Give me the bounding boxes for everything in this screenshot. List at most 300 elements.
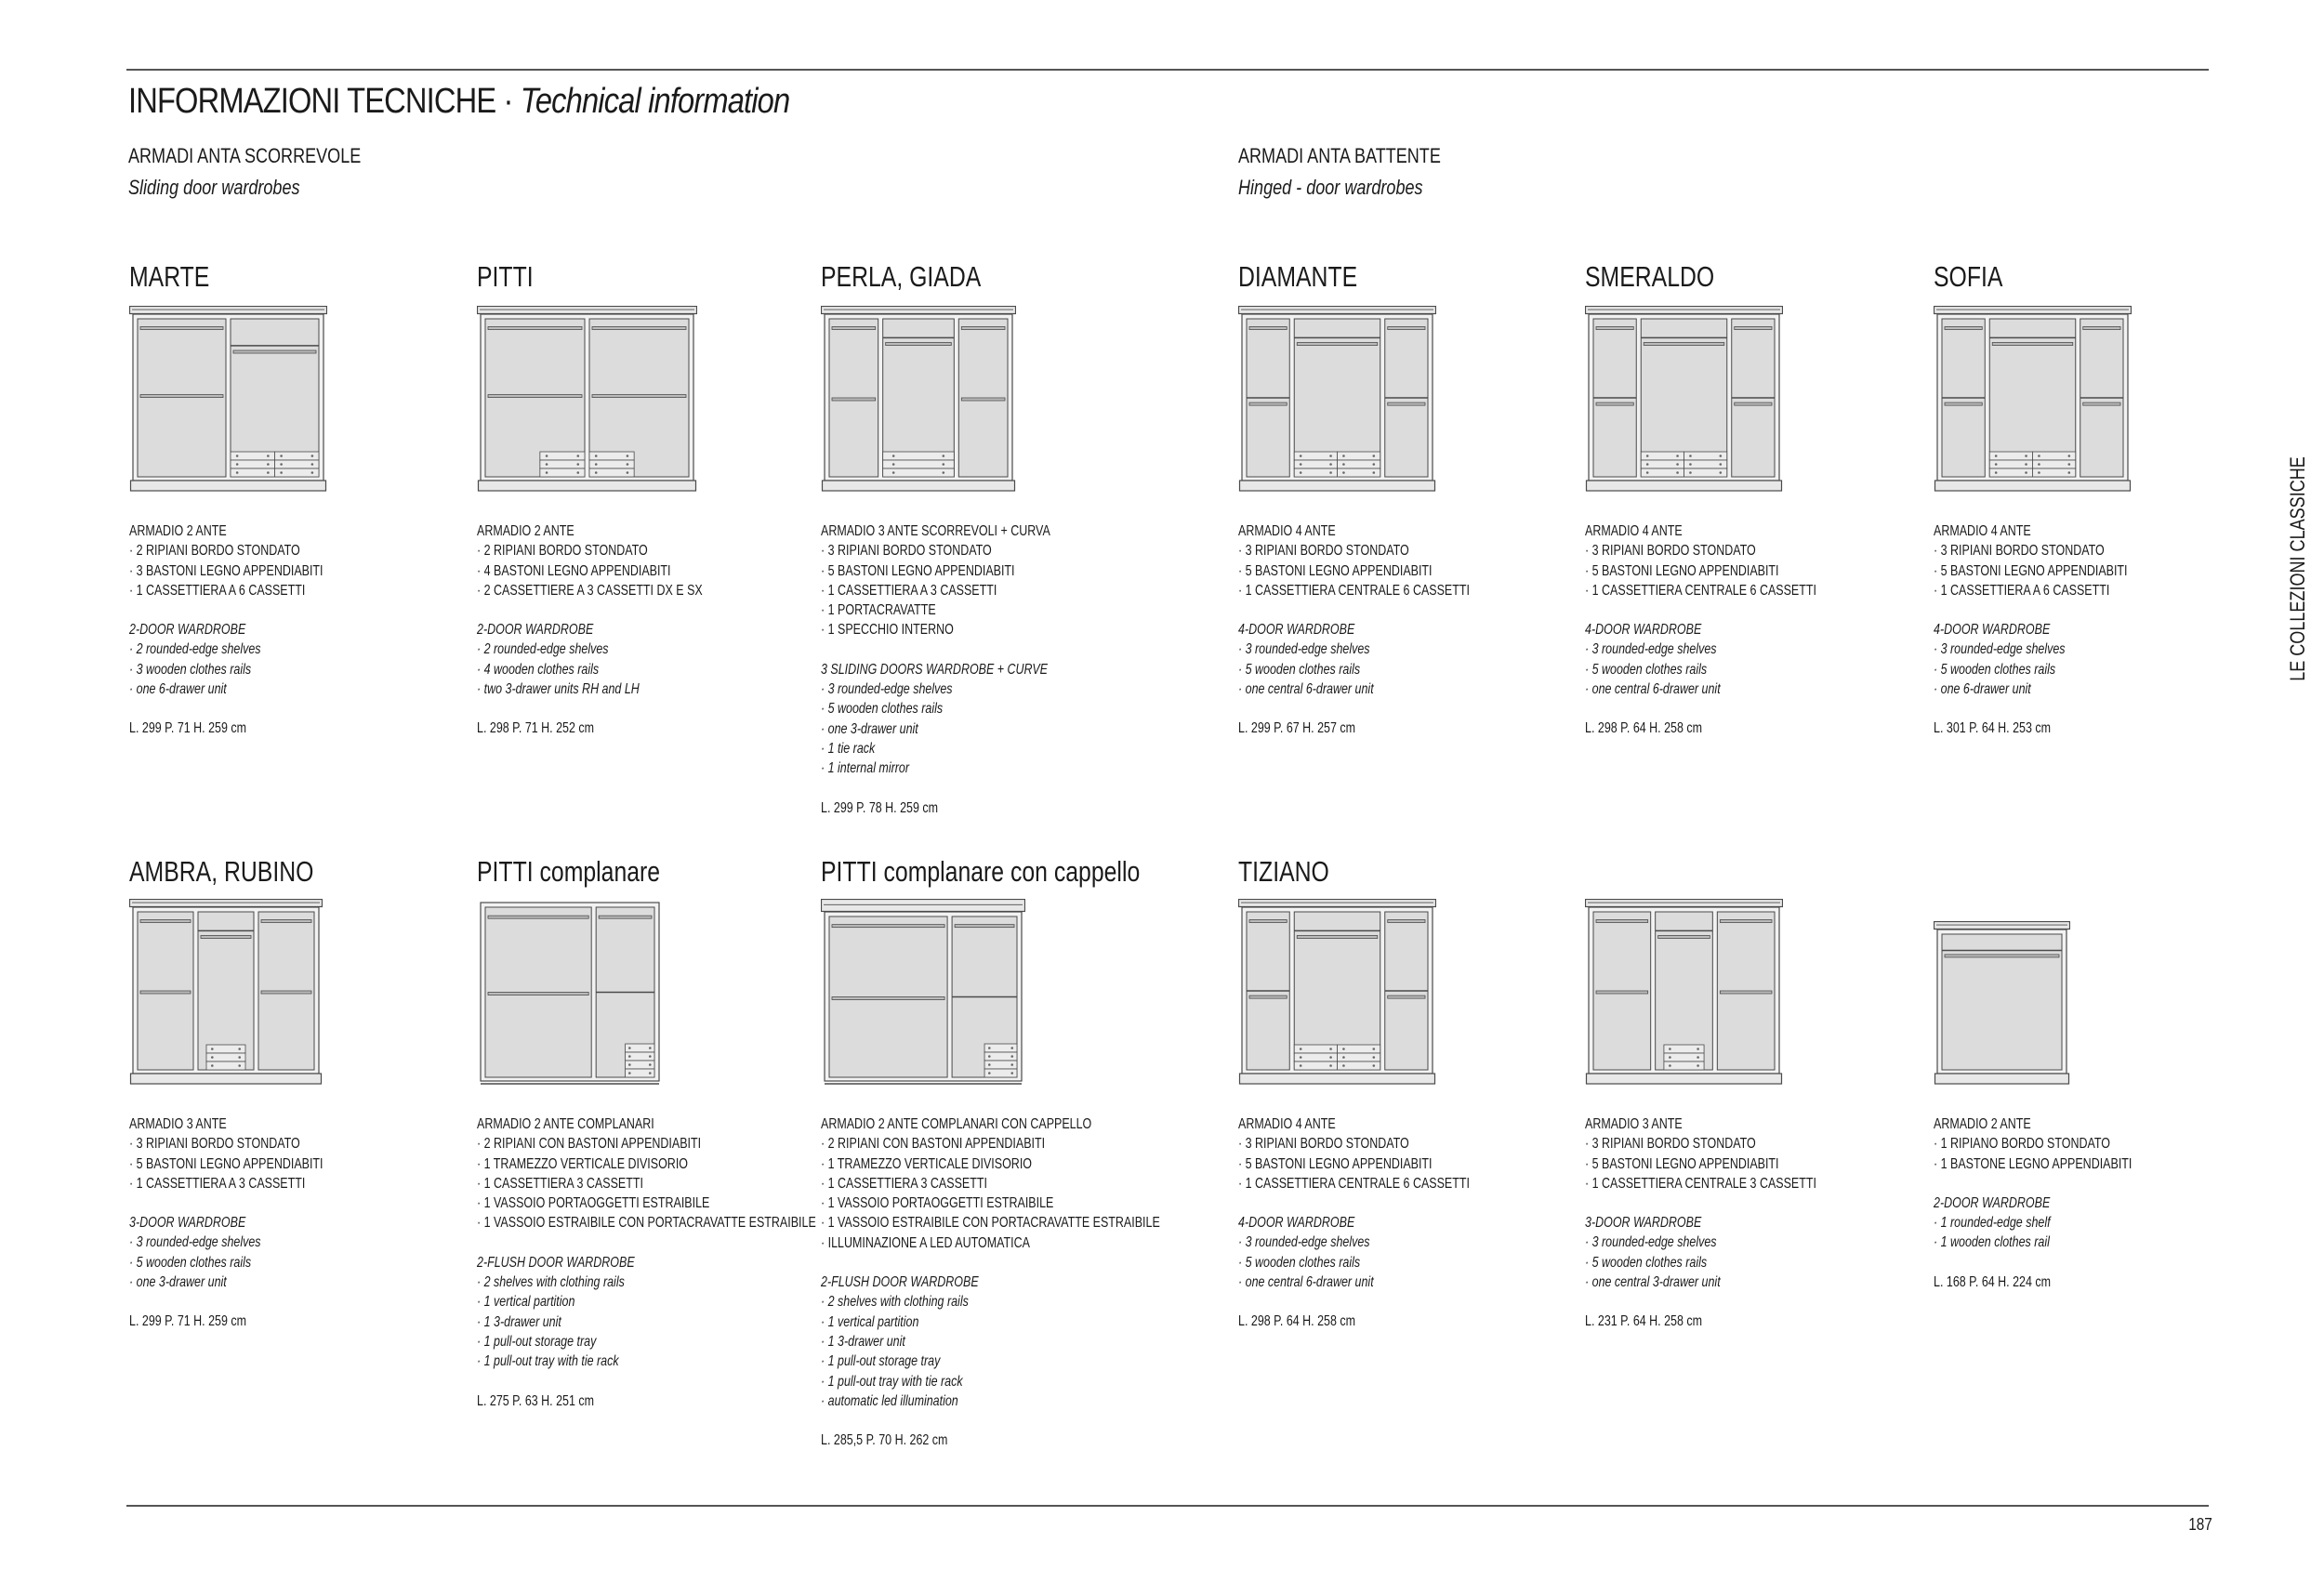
spec-line-en: · 5 wooden clothes rails <box>1585 661 1708 678</box>
section-title-en: Sliding door wardrobes <box>128 176 300 199</box>
clothes-rail <box>955 925 1014 928</box>
drawer-knob <box>1342 471 1345 474</box>
plinth <box>1587 1074 1782 1084</box>
product-specs <box>821 521 1050 818</box>
clothes-rail <box>961 398 1005 401</box>
drawer-knob <box>595 471 598 474</box>
page-title <box>128 82 789 122</box>
bottom-rule <box>126 1505 2209 1507</box>
spec-line-en: · 1 pull-out storage tray <box>477 1333 597 1350</box>
spec-line-it: · 1 TRAMEZZO VERTICALE DIVISORIO <box>821 1155 1032 1172</box>
side-label: LE COLLEZIONI CLASSICHE <box>2286 456 2309 681</box>
spec-line-en: · one 6-drawer unit <box>1934 681 2031 698</box>
drawer-knob <box>1329 1048 1332 1050</box>
spec-line-en: · 5 wooden clothes rails <box>1238 661 1361 678</box>
wardrobe-drawing <box>477 899 663 1089</box>
plinth <box>131 481 326 491</box>
plinth <box>479 481 696 491</box>
drawer-knob <box>2068 455 2071 457</box>
drawer-knob <box>988 1055 991 1058</box>
drawer-knob <box>546 463 548 466</box>
drawer-knob <box>2038 455 2040 457</box>
wardrobe-drawing <box>477 306 697 496</box>
drawer-knob <box>1720 455 1723 457</box>
spec-line-en: · 3 rounded-edge shelves <box>1238 1234 1370 1251</box>
drawer-knob <box>988 1072 991 1075</box>
product-name: PITTI complanare <box>477 855 661 888</box>
plinth <box>1240 481 1435 491</box>
drawer-knob <box>1697 1056 1699 1059</box>
clothes-rail <box>1596 402 1633 405</box>
spec-line-it: · 2 RIPIANI BORDO STONDATO <box>477 543 648 560</box>
spec-line-en: 2-DOOR WARDROBE <box>1934 1194 2051 1211</box>
spec-line-it: ARMADIO 4 ANTE <box>1238 523 1336 539</box>
drawer-knob <box>1010 1047 1013 1049</box>
spec-line-it: ARMADIO 2 ANTE COMPLANARI CON CAPPELLO <box>821 1116 1092 1132</box>
spec-line-it: · 5 BASTONI LEGNO APPENDIABITI <box>1238 1155 1433 1172</box>
drawer-knob <box>1342 455 1345 457</box>
spacer <box>1238 699 1470 719</box>
drawer-knob <box>595 455 598 457</box>
drawer-knob <box>211 1064 214 1067</box>
spacer <box>477 1233 816 1253</box>
title-en: Technical information <box>520 82 790 121</box>
spec-line-en: · 2 shelves with clothing rails <box>477 1274 625 1291</box>
spec-line-it: · 1 VASSOIO PORTAOGGETTI ESTRAIBILE <box>821 1195 1054 1212</box>
spec-line-en: · 2 rounded-edge shelves <box>129 641 261 658</box>
cornice <box>822 900 1025 912</box>
spec-line-it: · 5 BASTONI LEGNO APPENDIABITI <box>821 562 1015 579</box>
wardrobe-drawing <box>129 306 327 496</box>
spec-line-en: 2-FLUSH DOOR WARDROBE <box>477 1254 635 1271</box>
clothes-rail <box>140 395 223 398</box>
product-specs <box>1585 521 1816 739</box>
drawer-knob <box>1697 1048 1699 1050</box>
spec-line-it: · 1 CASSETTIERA CENTRALE 6 CASSETTI <box>1238 1175 1470 1192</box>
cornice <box>478 307 697 314</box>
clothes-rail <box>488 395 582 398</box>
product-name: PITTI complanare con cappello <box>821 855 1141 888</box>
drawer-knob <box>2068 463 2071 466</box>
product-specs <box>1238 1114 1470 1332</box>
drawer-knob <box>1300 1064 1302 1067</box>
spec-line-en: · one central 6-drawer unit <box>1585 681 1721 698</box>
spacer <box>129 1292 324 1312</box>
spacer <box>821 1411 1160 1431</box>
spec-line-it: · 1 CASSETTIERA A 3 CASSETTI <box>129 1175 306 1192</box>
spec-line-en: · 1 3-drawer unit <box>477 1313 561 1330</box>
plinth <box>131 1074 322 1084</box>
drawer-knob <box>546 471 548 474</box>
drawer-knob <box>1373 463 1376 466</box>
spacer <box>1238 600 1470 620</box>
section-sliding <box>128 140 361 204</box>
drawer-knob <box>1995 455 1998 457</box>
drawer-knob <box>1342 1056 1345 1059</box>
clothes-rail <box>592 327 686 330</box>
clothes-rail <box>1596 991 1648 994</box>
spec-line-it: · 3 RIPIANI BORDO STONDATO <box>129 1136 300 1153</box>
drawer-knob <box>576 471 579 474</box>
drawer-knob <box>2025 463 2027 466</box>
drawer-knob <box>1669 1056 1671 1059</box>
clothes-rail <box>488 916 588 918</box>
clothes-rail <box>1596 920 1648 923</box>
drawer-knob <box>627 471 629 474</box>
spacer <box>1934 600 2128 620</box>
spec-line-it: · 1 CASSETTIERA 3 CASSETTI <box>821 1175 987 1192</box>
spec-line-en: 3-DOOR WARDROBE <box>1585 1215 1702 1232</box>
spec-line-it: · 1 CASSETTIERA CENTRALE 6 CASSETTI <box>1238 582 1470 599</box>
spec-line-en: · 5 wooden clothes rails <box>1238 1254 1361 1271</box>
drawer-knob <box>1300 1056 1302 1059</box>
spec-line-it: ARMADIO 2 ANTE <box>129 523 227 539</box>
product-specs <box>821 1114 1160 1450</box>
plinth <box>823 481 1015 491</box>
drawer-knob <box>238 1064 241 1067</box>
spacer <box>821 1253 1160 1272</box>
drawer-knob <box>988 1047 991 1049</box>
clothes-rail <box>1388 995 1425 998</box>
clothes-rail <box>832 398 876 401</box>
clothes-rail <box>261 991 311 994</box>
spacer <box>477 1372 816 1391</box>
spacer <box>129 1193 324 1213</box>
clothes-rail <box>1658 936 1710 939</box>
drawer-knob <box>2025 455 2027 457</box>
drawer-knob <box>280 455 283 457</box>
clothes-rail <box>592 395 686 398</box>
spec-line-en: · one 3-drawer unit <box>821 720 918 737</box>
drawer-knob <box>236 455 239 457</box>
wardrobe-drawing <box>821 306 1016 496</box>
spec-line-en: · 3 rounded-edge shelves <box>129 1234 261 1251</box>
spec-line-it: · 1 SPECCHIO INTERNO <box>821 622 954 639</box>
drawer-knob <box>627 455 629 457</box>
product-dimensions: L. 299 P. 71 H. 259 cm <box>129 1313 247 1330</box>
spacer <box>129 600 324 620</box>
spec-line-it: · 1 VASSOIO PORTAOGGETTI ESTRAIBILE <box>477 1195 710 1212</box>
spec-line-en: · 1 rounded-edge shelf <box>1934 1215 2051 1232</box>
spec-line-it: ARMADIO 2 ANTE <box>1934 1116 2031 1132</box>
plinth <box>1935 1074 2069 1084</box>
clothes-rail <box>886 343 952 346</box>
drawer-knob <box>1689 463 1692 466</box>
clothes-rail <box>1992 343 2073 346</box>
product-dimensions: L. 299 P. 67 H. 257 cm <box>1238 720 1356 737</box>
spec-line-en: · 1 pull-out tray with tie rack <box>477 1353 619 1370</box>
product-dimensions: L. 298 P. 71 H. 252 cm <box>477 720 595 737</box>
title-separator: · <box>495 82 521 121</box>
clothes-rail <box>2083 402 2120 405</box>
drawer-knob <box>1329 471 1332 474</box>
drawer-knob <box>1010 1063 1013 1066</box>
product-name: MARTE <box>129 260 210 293</box>
drawer-knob <box>628 1047 631 1049</box>
clothes-rail <box>1644 343 1724 346</box>
product-specs <box>477 521 703 739</box>
cornice <box>1586 900 1783 907</box>
product-specs <box>129 1114 324 1332</box>
spec-line-en: · 2 rounded-edge shelves <box>477 641 609 658</box>
clothes-rail <box>1249 920 1287 923</box>
spec-line-en: · 1 wooden clothes rail <box>1934 1234 2050 1251</box>
drawer-knob <box>1720 463 1723 466</box>
product-specs <box>477 1114 816 1411</box>
clothes-rail <box>1945 327 1982 330</box>
drawer-knob <box>1697 1064 1699 1067</box>
drawer-knob <box>238 1048 241 1050</box>
drawer-knob <box>1329 463 1332 466</box>
top-rule <box>126 69 2209 71</box>
drawer-knob <box>267 471 270 474</box>
drawer-knob <box>576 463 579 466</box>
drawer-knob <box>1010 1055 1013 1058</box>
drawer-knob <box>649 1072 652 1075</box>
drawer-knob <box>1676 463 1679 466</box>
drawer-knob <box>1689 455 1692 457</box>
drawer-knob <box>892 455 895 457</box>
spec-line-en: · 5 wooden clothes rails <box>1585 1254 1708 1271</box>
drawer-knob <box>576 455 579 457</box>
clothes-rail <box>140 920 191 923</box>
product-name: DIAMANTE <box>1238 260 1358 293</box>
spacer <box>477 600 703 620</box>
clothes-rail <box>1720 920 1772 923</box>
section-title-it: ARMADI ANTA BATTENTE <box>1238 144 1441 167</box>
clothes-rail <box>1945 955 2059 957</box>
product-dimensions: L. 231 P. 64 H. 258 cm <box>1585 1313 1703 1330</box>
clothes-rail <box>832 925 944 928</box>
spacer <box>1934 1174 2132 1193</box>
drawer-knob <box>595 463 598 466</box>
spec-line-en: 4-DOOR WARDROBE <box>1238 1215 1355 1232</box>
spec-line-it: · 1 CASSETTIERA 3 CASSETTI <box>477 1175 643 1192</box>
spec-line-en: · two 3-drawer units RH and LH <box>477 681 640 698</box>
clothes-rail <box>1249 327 1287 330</box>
drawer-knob <box>211 1048 214 1050</box>
drawer-knob <box>649 1047 652 1049</box>
wardrobe-drawing <box>1934 921 2070 1089</box>
drawer-knob <box>267 463 270 466</box>
drawer-knob <box>1300 463 1302 466</box>
spec-line-it: · 1 PORTACRAVATTE <box>821 602 936 619</box>
drawer-knob <box>311 471 314 474</box>
plinth <box>1587 481 1782 491</box>
spec-line-en: · 1 internal mirror <box>821 760 910 777</box>
wardrobe-drawing <box>1585 899 1783 1089</box>
spec-line-it: · 3 RIPIANI BORDO STONDATO <box>1585 543 1756 560</box>
spacer <box>1585 699 1816 719</box>
cornice <box>1934 307 2132 314</box>
spec-line-en: · one central 3-drawer unit <box>1585 1274 1721 1291</box>
spec-line-it: · 1 CASSETTIERA A 6 CASSETTI <box>1934 582 2110 599</box>
product-specs <box>129 521 324 739</box>
drawer-knob <box>1373 455 1376 457</box>
product-dimensions: L. 301 P. 64 H. 253 cm <box>1934 720 2052 737</box>
spacer <box>1585 1292 1816 1312</box>
spec-line-it: · 3 RIPIANI BORDO STONDATO <box>1934 543 2105 560</box>
spec-line-it: · 1 CASSETTIERA CENTRALE 3 CASSETTI <box>1585 1175 1816 1192</box>
spec-line-it: · 1 VASSOIO ESTRAIBILE CON PORTACRAVATTE ESTRAIBILE <box>821 1215 1160 1232</box>
spec-line-en: · 3 wooden clothes rails <box>129 661 252 678</box>
drawer-knob <box>2038 463 2040 466</box>
spec-line-en: · 1 vertical partition <box>477 1294 575 1311</box>
clothes-rail <box>1735 402 1772 405</box>
drawer-knob <box>1010 1072 1013 1075</box>
drawer-knob <box>1646 463 1649 466</box>
spacer <box>821 779 1050 798</box>
spec-line-it: ARMADIO 3 ANTE SCORREVOLI + CURVA <box>821 523 1050 539</box>
drawer-knob <box>1689 471 1692 474</box>
spacer <box>821 640 1050 660</box>
drawer-knob <box>280 471 283 474</box>
spec-line-en: 3 SLIDING DOORS WARDROBE + CURVE <box>821 661 1048 678</box>
spec-line-it: · ILLUMINAZIONE A LED AUTOMATICA <box>821 1234 1030 1251</box>
clothes-rail <box>1297 343 1378 346</box>
spec-line-en: · 5 wooden clothes rails <box>821 701 944 718</box>
drawer-knob <box>1669 1048 1671 1050</box>
drawer-knob <box>1329 1056 1332 1059</box>
product-specs <box>1934 1114 2132 1292</box>
product-name: SOFIA <box>1934 260 2003 293</box>
spec-line-en: · one 3-drawer unit <box>129 1274 227 1291</box>
product-specs <box>1238 521 1470 739</box>
spec-line-it: ARMADIO 4 ANTE <box>1238 1116 1336 1132</box>
clothes-rail <box>1945 402 1982 405</box>
spec-line-en: · 4 wooden clothes rails <box>477 661 600 678</box>
spec-line-it: · 1 BASTONE LEGNO APPENDIABITI <box>1934 1155 2133 1172</box>
drawer-knob <box>236 471 239 474</box>
clothes-rail <box>1249 995 1287 998</box>
drawer-knob <box>1300 471 1302 474</box>
product-dimensions: L. 275 P. 63 H. 251 cm <box>477 1392 595 1409</box>
cornice <box>130 307 327 314</box>
spec-line-it: · 5 BASTONI LEGNO APPENDIABITI <box>1585 562 1779 579</box>
wardrobe-drawing <box>1585 306 1783 496</box>
drawer-knob <box>988 1063 991 1066</box>
spec-line-it: · 1 CASSETTIERA A 6 CASSETTI <box>129 582 306 599</box>
drawer-knob <box>1373 1048 1376 1050</box>
spec-line-en: · 1 pull-out tray with tie rack <box>821 1373 963 1390</box>
clothes-rail <box>1388 402 1425 405</box>
spacer <box>477 699 703 719</box>
clothes-rail <box>1297 936 1378 939</box>
drawer-knob <box>1342 1064 1345 1067</box>
spec-line-it: · 3 RIPIANI BORDO STONDATO <box>1585 1136 1756 1153</box>
wardrobe-drawing <box>1238 306 1436 496</box>
drawer-knob <box>1676 455 1679 457</box>
product-dimensions: L. 285,5 P. 70 H. 262 cm <box>821 1432 948 1449</box>
spec-line-it: ARMADIO 3 ANTE <box>1585 1116 1683 1132</box>
spec-line-en: · 5 wooden clothes rails <box>129 1254 252 1271</box>
spec-line-en: 4-DOOR WARDROBE <box>1934 622 2051 639</box>
product-name: SMERALDO <box>1585 260 1715 293</box>
spec-line-en: · 3 rounded-edge shelves <box>1585 641 1717 658</box>
product-name: AMBRA, RUBINO <box>129 855 314 888</box>
cornice <box>822 307 1016 314</box>
spacer <box>129 699 324 719</box>
spec-line-it: ARMADIO 3 ANTE <box>129 1116 227 1132</box>
product-name: PERLA, GIADA <box>821 260 982 293</box>
clothes-rail <box>261 920 311 923</box>
section-title-it: ARMADI ANTA SCORREVOLE <box>128 144 362 167</box>
spec-line-it: · 3 BASTONI LEGNO APPENDIABITI <box>129 562 324 579</box>
spec-line-it: · 5 BASTONI LEGNO APPENDIABITI <box>1934 562 2128 579</box>
plinth <box>1935 481 2131 491</box>
spec-line-it: · 2 RIPIANI CON BASTONI APPENDIABITI <box>477 1136 702 1153</box>
spec-line-en: 2-DOOR WARDROBE <box>477 622 594 639</box>
drawer-knob <box>943 463 945 466</box>
spec-line-it: · 2 RIPIANI CON BASTONI APPENDIABITI <box>821 1136 1046 1153</box>
spec-line-en: 4-DOOR WARDROBE <box>1585 622 1702 639</box>
cornice <box>1934 922 2070 930</box>
drawer-knob <box>649 1063 652 1066</box>
spec-line-en: · one central 6-drawer unit <box>1238 1274 1374 1291</box>
spec-line-it: · 1 TRAMEZZO VERTICALE DIVISORIO <box>477 1155 688 1172</box>
clothes-rail <box>961 327 1005 330</box>
product-name: TIZIANO <box>1238 855 1329 888</box>
drawer-knob <box>2025 471 2027 474</box>
product-dimensions: L. 298 P. 64 H. 258 cm <box>1585 720 1703 737</box>
product-specs <box>1585 1114 1816 1332</box>
spec-line-en: · 1 pull-out storage tray <box>821 1353 941 1370</box>
spacer <box>1585 1193 1816 1213</box>
cornice <box>130 900 323 907</box>
product-specs <box>1934 521 2128 739</box>
clothes-rail <box>2083 327 2120 330</box>
drawer-knob <box>1373 1064 1376 1067</box>
clothes-rail <box>201 936 251 939</box>
cornice <box>1239 307 1436 314</box>
spec-line-it: · 3 RIPIANI BORDO STONDATO <box>1238 543 1409 560</box>
clothes-rail <box>1388 327 1425 330</box>
drawer-knob <box>211 1056 214 1059</box>
drawer-knob <box>627 463 629 466</box>
plinth <box>1240 1074 1435 1084</box>
drawer-knob <box>1300 455 1302 457</box>
spec-line-en: 3-DOOR WARDROBE <box>129 1215 246 1232</box>
spec-line-en: 2-FLUSH DOOR WARDROBE <box>821 1274 979 1291</box>
drawer-knob <box>628 1072 631 1075</box>
drawer-knob <box>2068 471 2071 474</box>
cornice <box>1239 900 1436 907</box>
spec-line-en: · one 6-drawer unit <box>129 681 227 698</box>
wardrobe-drawing <box>821 899 1025 1089</box>
spec-line-it: · 5 BASTONI LEGNO APPENDIABITI <box>129 1155 324 1172</box>
spec-line-it: ARMADIO 2 ANTE COMPLANARI <box>477 1116 654 1132</box>
spec-line-en: · 2 shelves with clothing rails <box>821 1294 969 1311</box>
page-number: 187 <box>2188 1515 2212 1534</box>
spec-line-it: · 1 VASSOIO ESTRAIBILE CON PORTACRAVATTE ESTRAIBILE <box>477 1215 816 1232</box>
drawer-knob <box>280 463 283 466</box>
spec-line-en: · 1 vertical partition <box>821 1313 919 1330</box>
drawer-knob <box>892 471 895 474</box>
spec-line-en: · automatic led illumination <box>821 1392 958 1409</box>
drawer-knob <box>1995 471 1998 474</box>
spec-line-it: · 3 RIPIANI BORDO STONDATO <box>821 543 992 560</box>
spec-line-en: · one central 6-drawer unit <box>1238 681 1374 698</box>
clothes-rail <box>488 993 588 995</box>
drawer-knob <box>1373 471 1376 474</box>
spec-line-it: · 5 BASTONI LEGNO APPENDIABITI <box>1585 1155 1779 1172</box>
clothes-rail <box>140 327 223 330</box>
spec-line-it: · 3 RIPIANI BORDO STONDATO <box>1238 1136 1409 1153</box>
spec-line-en: · 3 rounded-edge shelves <box>1585 1234 1717 1251</box>
drawer-knob <box>1329 455 1332 457</box>
section-title-en: Hinged - door wardrobes <box>1238 176 1423 199</box>
drawer-knob <box>628 1063 631 1066</box>
